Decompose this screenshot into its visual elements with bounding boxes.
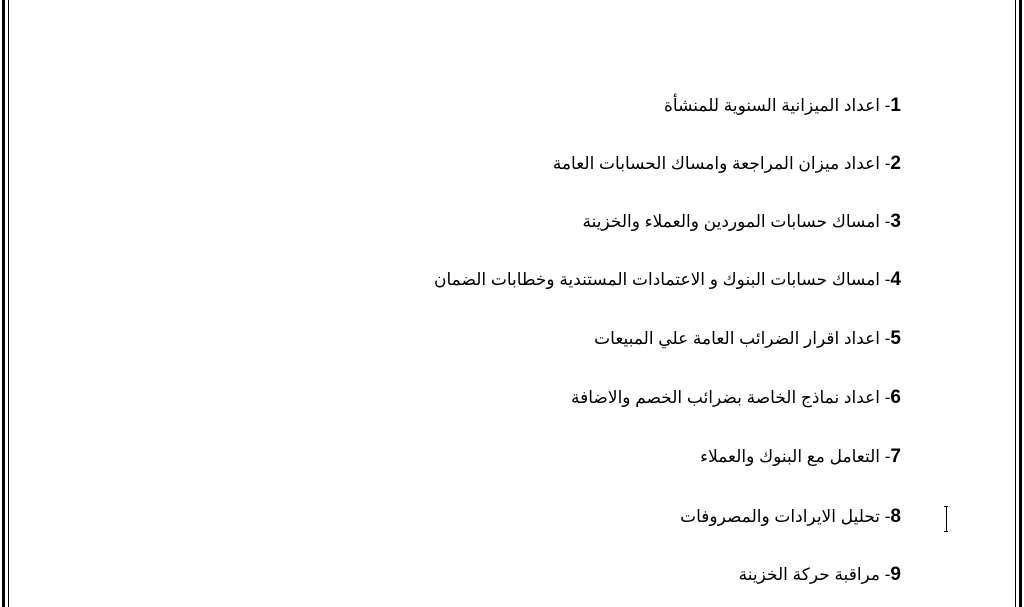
item-number: 5: [890, 328, 901, 349]
list-item: [700, 445, 901, 469]
item-number: 9: [890, 564, 901, 585]
item-text: اعداد نماذج الخاصة بضرائب الخصم والاضافة: [571, 388, 881, 407]
item-number: 2: [890, 153, 901, 174]
item-separator: -: [880, 507, 891, 526]
item-number: 7: [890, 446, 901, 467]
list-item: [594, 327, 901, 351]
item-separator: -: [880, 565, 891, 584]
item-separator: -: [880, 270, 891, 289]
item-separator: -: [880, 447, 891, 466]
list-item: [582, 210, 901, 234]
item-separator: -: [880, 329, 891, 348]
item-number: 6: [890, 387, 901, 408]
item-text: امساك حسابات البنوك و الاعتمادات المستندية وخطابات الضمان: [434, 270, 881, 289]
list-item: [553, 152, 901, 176]
item-text: اعداد ميزان المراجعة وامساك الحسابات العامة: [552, 154, 881, 173]
item-text: امساك حسابات الموردين والعملاء والخزينة: [582, 212, 881, 231]
item-number: 8: [890, 506, 901, 527]
list-item: [680, 505, 901, 529]
item-text: تحليل الايرادات والمصروفات: [680, 507, 881, 526]
item-separator: -: [880, 388, 891, 407]
item-separator: -: [880, 154, 891, 173]
list-item: [434, 268, 901, 292]
item-text: التعامل مع البنوك والعملاء: [700, 447, 881, 466]
item-text: اعداد اقرار الضرائب العامة علي المبيعات: [594, 329, 881, 348]
item-text: مراقبة حركة الخزينة: [738, 565, 881, 584]
list-item: [664, 94, 901, 118]
item-text: اعداد الميزانية السنوية للمنشأة: [663, 96, 881, 115]
item-separator: -: [880, 96, 891, 115]
item-number: 4: [890, 269, 901, 290]
item-separator: -: [880, 212, 891, 231]
list-item: [739, 563, 901, 587]
list-item: [571, 386, 901, 410]
text-cursor-icon: [944, 506, 948, 532]
item-number: 1: [890, 95, 901, 116]
item-number: 3: [890, 211, 901, 232]
